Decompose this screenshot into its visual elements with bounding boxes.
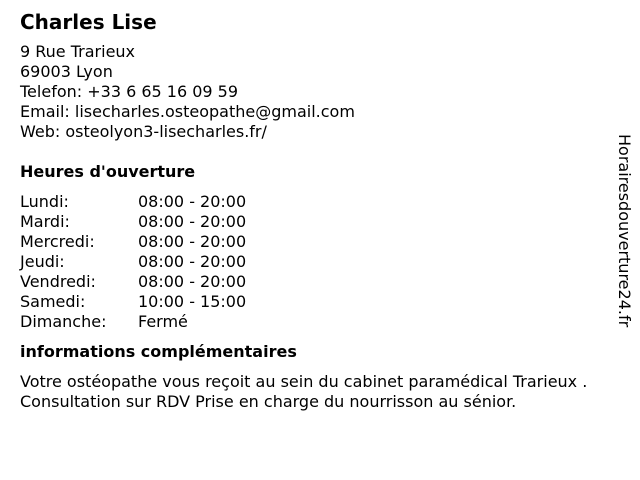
hours-time: 08:00 - 20:00 bbox=[138, 272, 247, 291]
hours-day: Samedi: bbox=[20, 292, 86, 311]
hours-day: Jeudi: bbox=[20, 252, 65, 271]
email-line[interactable]: Email: lisecharles.osteopathe@gmail.com bbox=[20, 102, 355, 121]
site-watermark: Horairesdouverture24.fr bbox=[615, 134, 634, 328]
hours-row-tuesday bbox=[20, 212, 620, 232]
hours-day: Mardi: bbox=[20, 212, 70, 231]
web-line[interactable]: Web: osteolyon3-lisecharles.fr/ bbox=[20, 122, 267, 141]
hours-time: Fermé bbox=[138, 312, 188, 331]
hours-time: 08:00 - 20:00 bbox=[138, 192, 247, 211]
hours-row-friday bbox=[20, 272, 620, 292]
hours-row-sunday bbox=[20, 312, 620, 332]
hours-time: 08:00 - 20:00 bbox=[138, 212, 247, 231]
business-card bbox=[20, 8, 620, 412]
opening-hours-table bbox=[20, 192, 620, 332]
business-name: Charles Lise bbox=[20, 10, 157, 34]
opening-hours-title: Heures d'ouverture bbox=[20, 162, 196, 181]
hours-day: Lundi: bbox=[20, 192, 69, 211]
address-street: 9 Rue Trarieux bbox=[20, 42, 136, 61]
hours-day: Mercredi: bbox=[20, 232, 95, 251]
phone-line[interactable]: Telefon: +33 6 65 16 09 59 bbox=[20, 82, 239, 101]
hours-day: Dimanche: bbox=[20, 312, 107, 331]
hours-time: 08:00 - 20:00 bbox=[138, 252, 247, 271]
additional-info-text: Votre ostéopathe vous reçoit au sein du cabinet paramédical Trarieux . Consultation sur RDV Prise en charge du nourrisson au sénior. bbox=[20, 372, 588, 411]
hours-row-monday bbox=[20, 192, 620, 212]
hours-row-thursday bbox=[20, 252, 620, 272]
hours-time: 08:00 - 20:00 bbox=[138, 232, 247, 251]
address-city: 69003 Lyon bbox=[20, 62, 113, 81]
additional-info-title: informations complémentaires bbox=[20, 342, 297, 361]
hours-row-wednesday bbox=[20, 232, 620, 252]
hours-time: 10:00 - 15:00 bbox=[138, 292, 247, 311]
hours-row-saturday bbox=[20, 292, 620, 312]
hours-day: Vendredi: bbox=[20, 272, 96, 291]
